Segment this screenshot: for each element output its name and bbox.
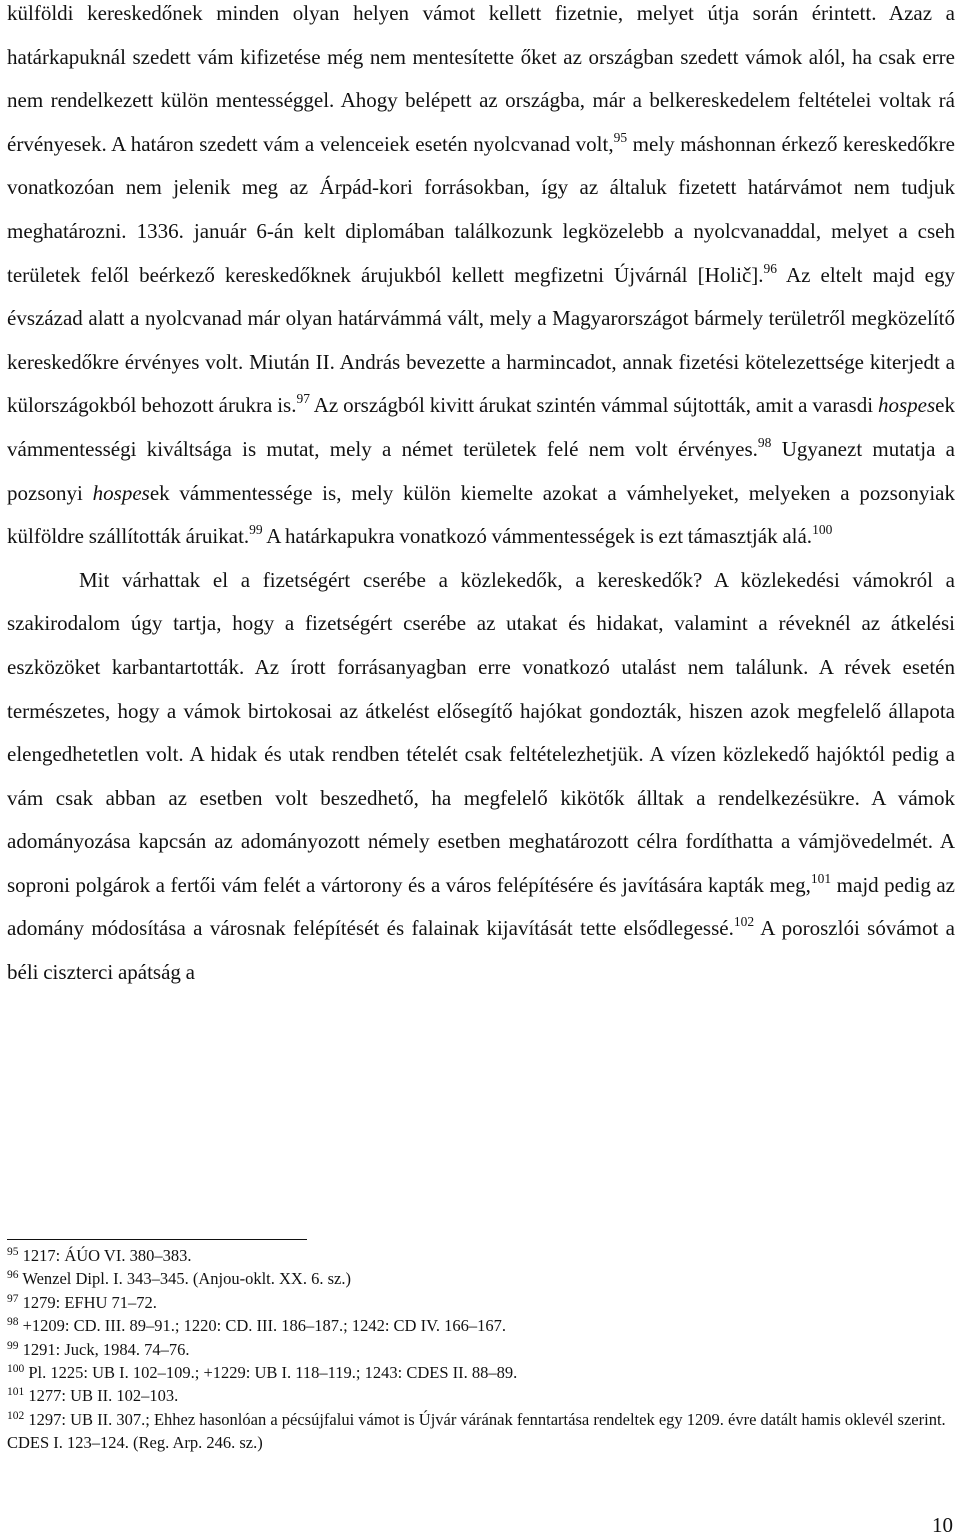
footnote-ref-100[interactable]: 100 xyxy=(812,522,833,538)
footnote-number: 97 xyxy=(7,1292,19,1305)
footnote-ref-98[interactable]: 98 xyxy=(757,434,772,450)
footnote-98 xyxy=(7,1314,955,1337)
text-run: Ugyanezt mutatja a pozsonyi xyxy=(7,436,955,505)
text-run: majd pedig az adomány módosítása a városnak felépítését és falainak kijavítását tette elsődlegessé. xyxy=(7,872,955,941)
footnote-ref-99[interactable]: 99 xyxy=(249,522,263,538)
footnote-95 xyxy=(7,1244,955,1267)
paragraph-2 xyxy=(7,559,955,995)
footnote-102 xyxy=(7,1408,955,1455)
footnote-ref-97[interactable]: 97 xyxy=(296,391,310,407)
text-run: Az országból kivitt árukat szintén vámmal sújtották, amit a varasdi xyxy=(309,393,878,418)
footnotes xyxy=(7,1244,955,1455)
footnote-text: Pl. 1225: UB I. 102–109.; +1229: UB I. 118–119.; 1243: CDES II. 88–89. xyxy=(24,1363,518,1383)
main-text xyxy=(7,0,955,995)
text-run: mely máshonnan érkező kereskedőkre vonatkozóan nem jelenik meg az Árpád-kori forrásokban, így az általuk fizetett határvámot nem tudjuk meghatározni. 1336. január 6-án kelt diplomában találkozunk legközelebb a nyolcvanaddal, melyet a cseh területek felől beérkező kereskedőknek árujukból kellett megfizetni Újvárnál [Holič]. xyxy=(7,131,955,287)
footnote-divider xyxy=(7,1239,307,1240)
footnote-text: +1209: CD. III. 89–91.; 1220: CD. III. 186–187.; 1242: CD IV. 166–167. xyxy=(18,1316,506,1336)
footnote-text: 1291: Juck, 1984. 74–76. xyxy=(18,1339,190,1359)
footnote-number: 98 xyxy=(7,1316,19,1329)
text-run: A poroszlói sóvámot a béli ciszterci apátság a xyxy=(7,916,955,985)
footnote-text: 1297: UB II. 307.; Ehhez hasonlóan a pécsújfalui vámot is Újvár várának fenntartása rendeltek egy 1209. évre datált hamis oklevél szerint. CDES I. 123–124. (Reg. Arp. 246. sz.) xyxy=(7,1409,946,1453)
text-run: Mit várhattak el a fizetségért cserébe a közlekedők, a kereskedők? A közlekedési vámokról a szakirodalom úgy tartja, hogy a fizetségért cserébe az utakat és hidakat, valamint a réveknél az átkelési eszközöket karbantartották. Az írott forrásanyagban erre vonatkozó utalást nem találunk. A révek esetén természetes, hogy a vámok birtokosai az átkelést elősegítő hajókat gondozták, hiszen azok megfelelő állapota elengedhetetlen volt. A hidak és utak rendben tételét csak feltételezhetjük. A vízen közlekedő hajóktól pedig a vám csak abban az esetben volt beszedhető, ha megfelelő kikötők álltak a rendelkezésükre. A vámok adományozása kapcsán az adományozott némely esetben meghatározott célra fordíthatta a vámjövedelmét. A soproni polgárok a fertői vám felét a vártorony és a város felépítésére és javítására kapták meg, xyxy=(7,567,955,897)
paragraph-1 xyxy=(7,0,955,559)
footnote-97 xyxy=(7,1291,955,1314)
footnote-101 xyxy=(7,1384,955,1407)
footnote-100 xyxy=(7,1361,955,1384)
footnote-number: 100 xyxy=(7,1363,25,1376)
text-run: ek vámmentességi kiváltsága is mutat, mely a német területek felé nem volt érvényes. xyxy=(7,393,955,461)
italic-term: hospes xyxy=(92,480,150,505)
footnote-text: 1277: UB II. 102–103. xyxy=(24,1386,179,1406)
footnote-number: 95 xyxy=(7,1246,19,1258)
footnote-99 xyxy=(7,1338,955,1361)
footnote-ref-96[interactable]: 96 xyxy=(763,260,778,276)
text-run: külföldi kereskedőnek minden olyan helyen vámot kellett fizetnie, melyet útja során érintett. Azaz a határkapuknál szedett vám kifizetése még nem mentesítette őket az országban szedett vámok alól, ha csak erre nem rendelkezett külön mentességgel. Ahogy belépett az országba, már a belkereskedelem feltételei voltak rá érvényesek. A határon szedett vám a velenceiek esetén nyolcvanad volt, xyxy=(7,1,955,156)
italic-term: hospes xyxy=(878,393,936,418)
footnote-96 xyxy=(7,1267,955,1290)
text-run: A határkapukra vonatkozó vámmentességek is ezt támasztják alá. xyxy=(262,524,813,549)
text-run: ek vámmentessége is, mely külön kiemelte azokat a vámhelyeket, melyeken a pozsonyiak külföldre szállították áruikat. xyxy=(7,480,956,549)
footnote-ref-95[interactable]: 95 xyxy=(613,129,628,145)
footnote-text: Wenzel Dipl. I. 343–345. (Anjou-oklt. XX. 6. sz.) xyxy=(18,1269,351,1289)
page-number: 10 xyxy=(932,1513,953,1537)
footnote-number: 96 xyxy=(7,1269,19,1282)
footnote-ref-101[interactable]: 101 xyxy=(810,870,832,886)
footnote-number: 101 xyxy=(7,1386,25,1399)
text-run: Az eltelt majd egy évszázad alatt a nyolcvanad már olyan határvámmá vált, mely a Magyarországot bármely területről megközelítő kereskedőkre érvényes volt. Miután II. András bevezette a harmincadot, annak fizetési kötelezettsége kiterjedt a külországokból behozott árukra is. xyxy=(7,262,955,418)
footnote-ref-102[interactable]: 102 xyxy=(733,914,755,930)
footnote-number: 99 xyxy=(7,1339,19,1352)
footnote-text: 1279: EFHU 71–72. xyxy=(18,1292,157,1312)
footnote-text: 1217: ÁÚO VI. 380–383. xyxy=(18,1246,192,1265)
footnote-number: 102 xyxy=(7,1409,25,1422)
